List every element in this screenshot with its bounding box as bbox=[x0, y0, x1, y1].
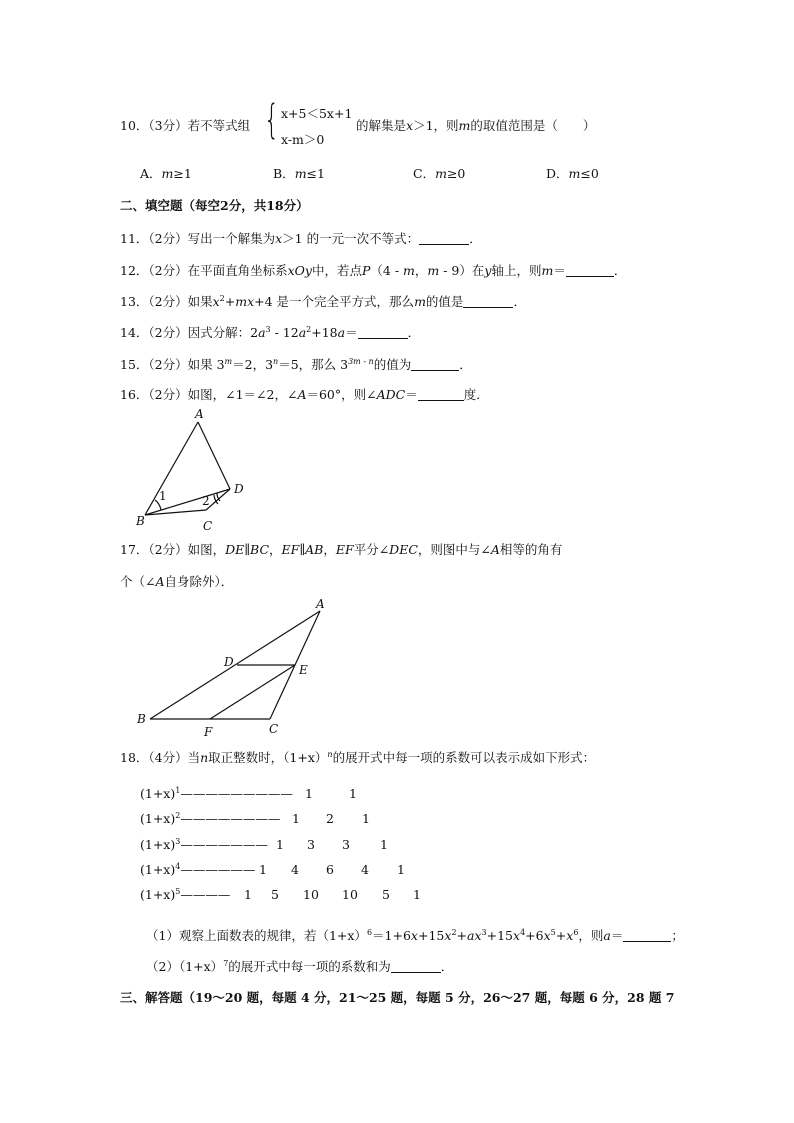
fig16-label-c: C bbox=[203, 519, 213, 533]
fig17-label-a: A bbox=[316, 597, 325, 611]
fig16-label-a: A bbox=[195, 407, 204, 421]
q13-answer-blank bbox=[463, 295, 513, 308]
fig17-label-d: D bbox=[224, 655, 234, 669]
q18-2-answer-blank bbox=[391, 960, 441, 973]
q13: 13．（2分）如果$x^2+mx+4$ 是一个完全平方式，那么m的值是 ． bbox=[120, 294, 526, 309]
brace-symbol: { bbox=[264, 97, 280, 143]
q18-part-2: $(2)(1+x)^7$的展开式中每一项的系数和为 ． bbox=[146, 959, 454, 974]
section-2-heading: 二、填空题（每空2分，共18分） bbox=[120, 198, 309, 213]
fig17-label-f: F bbox=[204, 725, 213, 739]
q10-option-a: A．m≥1 bbox=[140, 166, 192, 181]
q12: 12．（2分）在平面直角坐标系xOy中，若点P（4 - m，m - 9）在y轴上，则m＝ ． bbox=[120, 263, 627, 278]
triangle-row-4-coef-4: 4 bbox=[361, 862, 369, 877]
q18-1-answer-blank bbox=[623, 929, 671, 942]
triangle-row-3-coef-3: 3 bbox=[342, 837, 350, 852]
q18-part-1: （1）观察上面数表的规律，若$(1+x)^6=1+6x+15x^2+ax^3+15x^4+6x^5+x^6$，则a＝ ； bbox=[146, 928, 684, 943]
q10-inequality-1: x+5＜5x+1 bbox=[281, 106, 353, 121]
triangle-row-4: $(1+x)^4——————$ bbox=[140, 862, 256, 877]
triangle-row-5: $(1+x)^5————$ bbox=[140, 887, 231, 902]
triangle-row-3-coef-4: 1 bbox=[380, 837, 388, 852]
triangle-row-1-coef-2: 1 bbox=[349, 786, 357, 801]
q14-answer-blank bbox=[358, 326, 408, 339]
triangle-row-4-coef-2: 4 bbox=[291, 862, 299, 877]
q15-answer-blank bbox=[411, 358, 459, 371]
q11: 11．（2分）写出一个解集为x＞1 的一元一次不等式： ． bbox=[120, 231, 482, 246]
fig16-label-2: 2 bbox=[202, 494, 210, 508]
triangle-row-5-coef-5: 5 bbox=[382, 887, 390, 902]
q10-inequality-2: x-m＞0 bbox=[281, 132, 325, 147]
fig16-label-1: 1 bbox=[159, 489, 167, 503]
q10-option-b: B．m≤1 bbox=[273, 166, 325, 181]
figure-q16 bbox=[130, 400, 260, 535]
triangle-row-5-coef-3: 10 bbox=[303, 887, 319, 902]
triangle-row-4-coef-5: 1 bbox=[397, 862, 405, 877]
triangle-row-3-coef-1: 1 bbox=[276, 837, 284, 852]
section-3-heading: 三、解答题（19～20 题，每题 4 分，21～25 题，每题 5 分，26～27 题，每题 6 分，28 题 7 bbox=[120, 990, 675, 1005]
fig17-label-c: C bbox=[269, 722, 279, 736]
triangle-row-4-coef-3: 6 bbox=[326, 862, 334, 877]
fig17-label-e: E bbox=[299, 663, 308, 677]
triangle-row-3: $(1+x)^3———————$ bbox=[140, 837, 268, 852]
triangle-row-4-coef-1: 1 bbox=[259, 862, 267, 877]
q18: 18．（4分）当n取正整数时，$(1+x)^n$的展开式中每一项的系数可以表示成如下形式： bbox=[120, 750, 596, 765]
q15: 15．（2分）如果 $3^m=2$，$3^n=5$，那么 $3^{3m - n}$的值为 ． bbox=[120, 357, 472, 372]
q16-answer-blank bbox=[418, 388, 464, 401]
triangle-row-5-coef-4: 10 bbox=[342, 887, 358, 902]
triangle-row-2-coef-2: 2 bbox=[326, 811, 334, 826]
triangle-row-3-coef-2: 3 bbox=[307, 837, 315, 852]
q14: 14．（2分）因式分解：$2a^3 - 12a^2+18a=$ ． bbox=[120, 325, 421, 340]
q10-option-d: D．m≤0 bbox=[546, 166, 599, 181]
triangle-row-5-coef-2: 5 bbox=[271, 887, 279, 902]
fig17-label-b: B bbox=[137, 712, 146, 726]
figure-q17 bbox=[130, 595, 330, 740]
triangle-row-5-coef-1: 1 bbox=[244, 887, 252, 902]
triangle-row-1: $(1+x)^1—————————$ bbox=[140, 786, 293, 801]
q10-number: 10．（3分）若不等式组 bbox=[120, 118, 251, 133]
q11-answer-blank bbox=[419, 232, 469, 245]
q17-line-2: 个（∠A自身除外）． bbox=[120, 574, 234, 589]
q10-option-c: C．m≥0 bbox=[413, 166, 466, 181]
q10-tail: 的解集是x＞1，则m的取值范围是（ ） bbox=[356, 118, 596, 133]
q17-line-1: 17．（2分）如图，DE∥BC，EF∥AB，EF平分∠DEC，则图中与∠A相等的角有 bbox=[120, 542, 563, 557]
triangle-row-2-coef-1: 1 bbox=[292, 811, 300, 826]
q16: 16．（2分）如图，∠1＝∠2，∠A＝60°，则∠ADC＝ 度． bbox=[120, 387, 489, 402]
triangle-row-2-coef-3: 1 bbox=[362, 811, 370, 826]
segment-ad bbox=[198, 422, 230, 489]
fig16-label-b: B bbox=[136, 514, 145, 528]
triangle-row-2: $(1+x)^2————————$ bbox=[140, 811, 281, 826]
triangle-row-1-coef-1: 1 bbox=[305, 786, 313, 801]
fig16-label-d: D bbox=[234, 482, 244, 496]
q12-answer-blank bbox=[566, 264, 614, 277]
triangle-row-5-coef-6: 1 bbox=[413, 887, 421, 902]
